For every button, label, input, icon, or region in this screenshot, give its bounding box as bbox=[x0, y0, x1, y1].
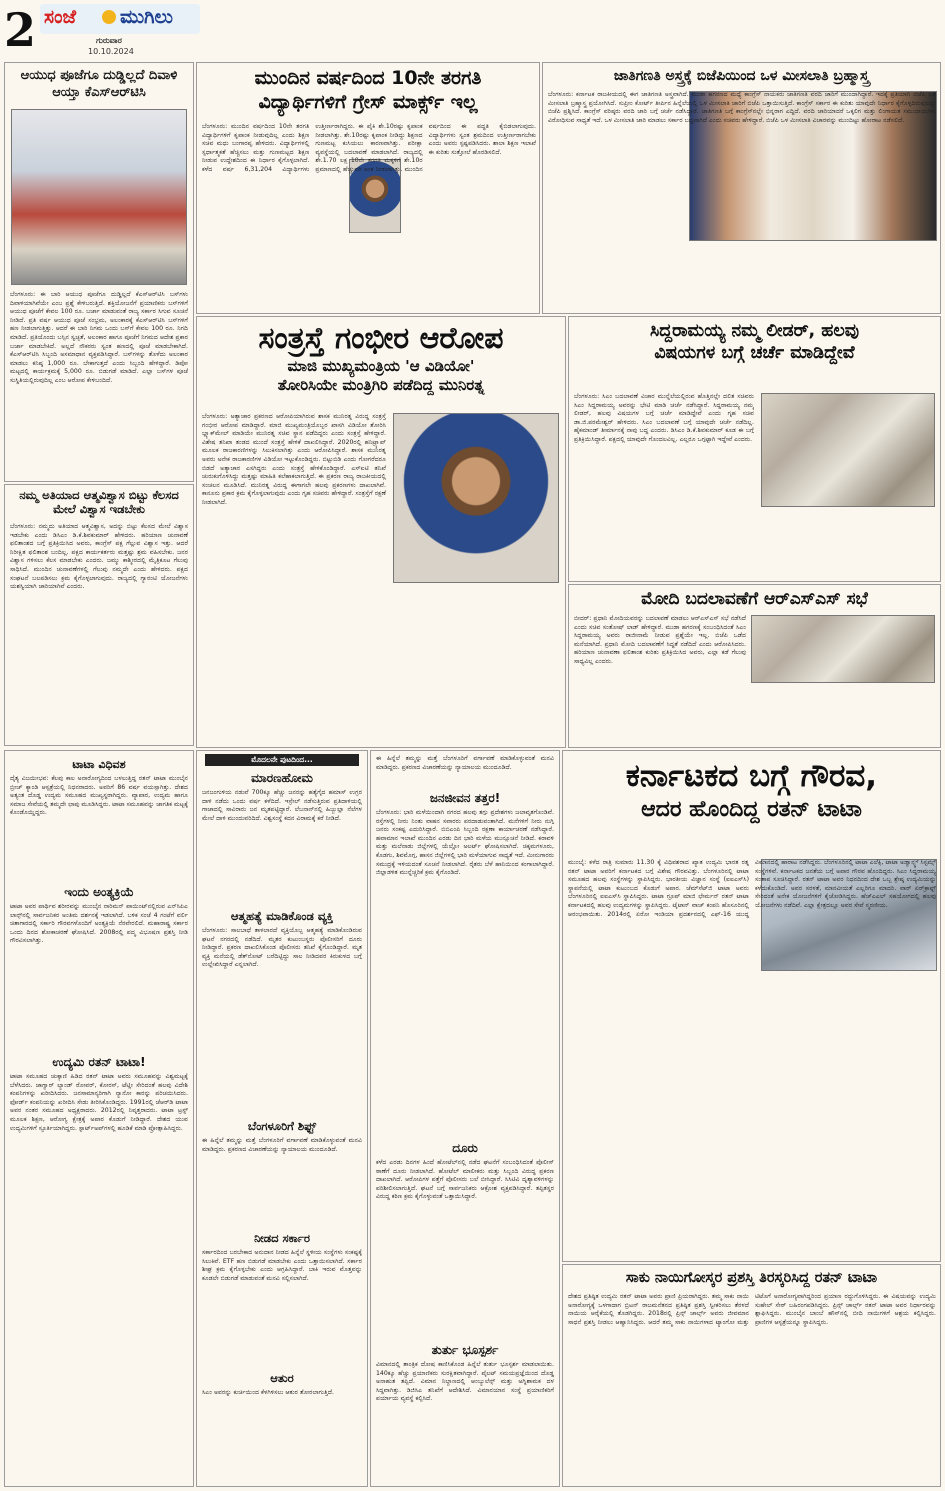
headline-vidhivasha: ಟಾಟಾ ವಿಧಿವಶ bbox=[72, 758, 126, 771]
body-antyakriye: ಟಾಟಾ ಅವರ ಪಾರ್ಥಿವ ಶರೀರವನ್ನು ಮುಂಬೈನ ನಾರಿಮನ್ ಪಾಯಿಂಟ್‌ನಲ್ಲಿರುವ ಎನ್‌ಸಿಪಿಎ ಲಾನ್ಸ್‌ನಲ್ಲಿ ಸಾರ್ವಜನಿಕರ ಅಂತಿಮ ದರ್ಶನಕ್ಕೆ ಇಡಲಾಗಿದೆ. ಬಳಿಕ ಸಂಜೆ 4 ಗಂಟೆಗೆ ವರ್ಲಿ ಚಿತಾಗಾರದಲ್ಲಿ ಸರ್ಕಾರಿ ಗೌರವಗಳೊಂದಿಗೆ ಅಂತ್ಯಕ್ರಿಯೆ ನೆರವೇರಲಿದೆ. ಮಹಾರಾಷ್ಟ್ರ ಸರ್ಕಾರ ಒಂದು ದಿನದ ಶೋಕಾಚರಣೆ ಘೋಷಿಸಿದೆ. 2008ರಲ್ಲಿ ಪದ್ಮ ವಿಭೂಷಣ ಪ್ರಶಸ್ತಿ ನೀಡಿ ಗೌರವಿಸಲಾಗಿತ್ತು. bbox=[10, 903, 188, 945]
body-udyami: ಟಾಟಾ ಸಮೂಹದ ಚುಕ್ಕಾಣಿ ಹಿಡಿದ ರತನ್ ಟಾಟಾ ಅವರು ಸಮೂಹವನ್ನು ವಿಶ್ವಮಟ್ಟಕ್ಕೆ ಬೆಳೆಸಿದರು. ಜಾಗ್ವಾರ್ ಲ್ಯಾಂಡ್ ರೋವರ್, ಕೋರಸ್, ಟೆಟ್ಲೀ ಸೇರಿದಂತೆ ಹಲವು ವಿದೇಶಿ ಕಂಪನಿಗಳನ್ನು ಖರೀದಿಸಿದರು. ಜನಸಾಮಾನ್ಯರಿಗಾಗಿ ನ್ಯಾನೋ ಕಾರನ್ನು ಪರಿಚಯಿಸಿದರು. ಫೋರ್ಡ್ ಕಂಪನಿಯನ್ನು ಖರೀದಿಸಿ ಸೇಡು ತೀರಿಸಿಕೊಂಡಿದ್ದರು. 1991ರಲ್ಲಿ ಜೆಆರ್‌ಡಿ ಟಾಟಾ ಅವರ ನಂತರ ಸಮೂಹದ ಅಧ್ಯಕ್ಷರಾದರು. 2012ರಲ್ಲಿ ನಿವೃತ್ತರಾದರು. ಟಾಟಾ ಟ್ರಸ್ಟ್ ಮೂಲಕ ಶಿಕ್ಷಣ, ಆರೋಗ್ಯ ಕ್ಷೇತ್ರಕ್ಕೆ ಅಪಾರ ಕೊಡುಗೆ ನೀಡಿದ್ದಾರೆ. ದೇಶದ ಯುವ ಉದ್ಯಮಿಗಳಿಗೆ ಸ್ಫೂರ್ತಿಯಾಗಿದ್ದರು. ಸ್ಟಾರ್ಟ್‌ಅಪ್‌ಗಳಲ್ಲಿ ಹೂಡಿಕೆ ಮಾಡಿ ಪ್ರೋತ್ಸಾಹಿಸಿದ್ದರು. bbox=[10, 1073, 188, 1132]
headline-tata-dog: ಸಾಕು ನಾಯಿಗೋಸ್ಕರ ಪ್ರಶಸ್ತಿ ತಿರಸ್ಕರಿಸಿದ್ದ ರತನ್ ಟಾಟಾ bbox=[625, 1270, 878, 1286]
sun-icon bbox=[102, 10, 116, 24]
article-jati bbox=[542, 62, 941, 314]
body-janajeevana: ಬೆಂಗಳೂರು: ಭಾರಿ ಮಳೆಯಿಂದಾಗಿ ನಗರದ ಹಲವು ತಗ್ಗು ಪ್ರದೇಶಗಳು ಜಲಾವೃತಗೊಂಡಿವೆ. ರಸ್ತೆಗಳಲ್ಲಿ ನೀರು ನಿಂತು ವಾಹನ ಸವಾರರು ಪರದಾಡುವಂತಾಗಿದೆ. ಮನೆಗಳಿಗೆ ನೀರು ನುಗ್ಗಿ ಜನರು ಸಂಕಷ್ಟ ಎದುರಿಸಿದ್ದಾರೆ. ಬಿಬಿಎಂಪಿ ಸಿಬ್ಬಂದಿ ರಕ್ಷಣಾ ಕಾರ್ಯಾಚರಣೆ ನಡೆಸಿದ್ದಾರೆ. ಹವಾಮಾನ ಇಲಾಖೆ ಮುಂದಿನ ಎರಡು ದಿನ ಭಾರಿ ಮಳೆಯ ಮುನ್ಸೂಚನೆ ನೀಡಿದೆ. ಕರಾವಳಿ ಮತ್ತು ಮಲೆನಾಡು ಜಿಲ್ಲೆಗಳಲ್ಲಿ ಯೆಲ್ಲೋ ಅಲರ್ಟ್ ಘೋಷಿಸಲಾಗಿದೆ. ಚಿಕ್ಕಮಗಳೂರು, ಕೊಡಗು, ಶಿವಮೊಗ್ಗ, ಹಾಸನ ಜಿಲ್ಲೆಗಳಲ್ಲಿ ಭಾರಿ ಮಳೆಯಾಗುವ ಸಾಧ್ಯತೆ ಇದೆ. ಮೀನುಗಾರರು ಸಮುದ್ರಕ್ಕೆ ಇಳಿಯದಂತೆ ಸೂಚನೆ ನೀಡಲಾಗಿದೆ. ರೈತರು ಬೆಳೆ ಹಾನಿಯಿಂದ ಕಂಗಾಲಾಗಿದ್ದಾರೆ. ಜಿಲ್ಲಾಡಳಿತ ಮುನ್ನೆಚ್ಚರಿಕೆ ಕ್ರಮ ಕೈಗೊಂಡಿದೆ. bbox=[376, 809, 554, 877]
headline-grace-line2: ವಿದ್ಯಾರ್ಥಿಗಳಿಗೆ ಗ್ರೇಸ್ ಮಾರ್ಕ್ಸ್ ಇಲ್ಲ bbox=[258, 91, 478, 113]
body-aatura: ಸಿಎಂ ಅವರನ್ನು ಕುರ್ಚಿಯಿಂದ ಕೆಳಗಿಳಿಸಲು ಆತುರ ತೋರಲಾಗುತ್ತಿದೆ. bbox=[202, 1389, 334, 1396]
body-modi: ಬೀದರ್: ಪ್ರಧಾನಿ ಮೋದಿಯವರನ್ನು ಬದಲಾವಣೆ ಮಾಡಲು ಆರ್‌ಎಸ್‌ಎಸ್ ಸಭೆ ನಡೆಸಿದೆ ಎಂದು ಸಚಿವ ಸಂತೋಷ್ ಲಾಡ್ ಹೇಳಿದ್ದಾರೆ. ಮುಡಾ ಹಗರಣಕ್ಕೆ ಸಂಬಂಧಿಸಿದಂತೆ ಸಿಎಂ ಸಿದ್ದರಾಮಯ್ಯ ಅವರು ರಾಜೀನಾಮೆ ನೀಡುವ ಪ್ರಶ್ನೆಯೇ ಇಲ್ಲ. ಬಿಜೆಪಿ ಒಡೆದ ಮನೆಯಾಗಿದೆ. ಪ್ರಧಾನಿ ಮೋದಿ ಬದಲಾವಣೆಗೆ ಸಿದ್ಧತೆ ನಡೆದಿದೆ ಎಂದು ಆರೋಪಿಸಿದರು. ಹರಿಯಾಣ ಚುನಾವಣಾ ಫಲಿತಾಂಶ ಕುರಿತು ಪ್ರತಿಕ್ರಿಯಿಸಿದ ಅವರು, ಎಲ್ಲಾ ಕಡೆ ಗೆಲುವು ಸಾಧ್ಯವಿಲ್ಲ ಎಂದರು. bbox=[574, 615, 746, 665]
body-athiyada: ಬೆಂಗಳೂರು: ನಮ್ಮದು ಅತಿಯಾದ ಆತ್ಮವಿಶ್ವಾಸ, ಅದನ್ನು ಬಿಟ್ಟು ಕೆಲಸದ ಮೇಲೆ ವಿಶ್ವಾಸ ಇಡಬೇಕು ಎಂದು ಡಿಸಿಎಂ ಡಿ.ಕೆ.ಶಿವಕುಮಾರ್ ಹೇಳಿದರು. ಹರಿಯಾಣ ಚುನಾವಣೆ ಫಲಿತಾಂಶದ ಬಗ್ಗೆ ಪ್ರತಿಕ್ರಿಯಿಸಿದ ಅವರು, ಕಾಂಗ್ರೆಸ್ ಪಕ್ಷ ಗೆಲ್ಲುವ ವಿಶ್ವಾಸ ಇತ್ತು. ಆದರೆ ನಿರೀಕ್ಷಿತ ಫಲಿತಾಂಶ ಬಂದಿಲ್ಲ. ಪಕ್ಷದ ಕಾರ್ಯಕರ್ತರು ಮತ್ತಷ್ಟು ಶ್ರಮ ವಹಿಸಬೇಕು. ಜನರ ವಿಶ್ವಾಸ ಗಳಿಸಲು ಕೆಲಸ ಮಾಡಬೇಕು ಎಂದರು. ಜಮ್ಮು ಕಾಶ್ಮೀರದಲ್ಲಿ ಮೈತ್ರಿಕೂಟ ಗೆಲುವು ಸಾಧಿಸಿದೆ. ಮುಂದಿನ ಚುನಾವಣೆಗಳಲ್ಲಿ ಗೆಲುವು ನಮ್ಮದೇ ಎಂದು ಹೇಳಿದರು. ಪಕ್ಷದ ಸಂಘಟನೆ ಬಲಪಡಿಸಲು ಕ್ರಮ ಕೈಗೊಳ್ಳಲಾಗುವುದು. ರಾಜ್ಯದಲ್ಲಿ ಗ್ಯಾರಂಟಿ ಯೋಜನೆಗಳು ಯಶಸ್ವಿಯಾಗಿ ಜಾರಿಯಾಗಿವೆ ಎಂದರು. bbox=[10, 523, 188, 591]
headline-maranahoma: ಮಾರಣಹೋಮ bbox=[251, 771, 313, 785]
column-continued bbox=[196, 750, 368, 1487]
body-jati: ಬೆಂಗಳೂರು: ಕರ್ನಾಟಕ ರಾಜಕೀಯದಲ್ಲಿ ಈಗ ಜಾತಿಗಣತಿ ಅಸ್ತ್ರವಾಗಿದೆ. ಮುಡಾ ಹಗರಣದ ಮಧ್ಯೆ ಕಾಂಗ್ರೆಸ್ ನಾಯಕರು ಜಾತಿಗಣತಿ ವರದಿ ಜಾರಿಗೆ ಮುಂದಾಗಿದ್ದಾರೆ. ಇದಕ್ಕೆ ಪ್ರತಿಯಾಗಿ ಬಿಜೆಪಿ ಒಳ ಮೀಸಲಾತಿ ಬ್ರಹ್ಮಾಸ್ತ್ರ ಪ್ರಯೋಗಿಸಿದೆ. ಸುಪ್ರೀಂ ಕೋರ್ಟ್ ತೀರ್ಪಿನ ಹಿನ್ನೆಲೆಯಲ್ಲಿ ಒಳ ಮೀಸಲಾತಿ ಜಾರಿಗೆ ಬಿಜೆಪಿ ಒತ್ತಾಯಿಸುತ್ತಿದೆ. ಕಾಂಗ್ರೆಸ್ ಸರ್ಕಾರ ಈ ಕುರಿತು ಯಾವುದೇ ನಿರ್ಧಾರ ಕೈಗೊಳ್ಳದಿರುವುದನ್ನು ಬಿಜೆಪಿ ಪ್ರಶ್ನಿಸಿದೆ. ಕಾಂಗ್ರೆಸ್ ವರಿಷ್ಠರು ವರದಿ ಜಾರಿ ಬಗ್ಗೆ ಚರ್ಚೆ ನಡೆಸಿದ್ದಾರೆ. ಜಾತಿಗಣತಿ ಬಗ್ಗೆ ಕಾಂಗ್ರೆಸ್‌ನಲ್ಲೇ ಭಿನ್ನರಾಗ ಎದ್ದಿದೆ. ವರದಿ ಜಾರಿಯಾದರೆ ಒಕ್ಕಲಿಗ ಮತ್ತು ಲಿಂಗಾಯತ ಸಮುದಾಯಗಳು ವಿರೋಧಿಸುವ ಸಾಧ್ಯತೆ ಇದೆ. ಒಳ ಮೀಸಲಾತಿ ಜಾರಿ ಮಾಡಲು ಸರ್ಕಾರ ಬದ್ಧವಾಗಿದೆ ಎಂದು ಸಚಿವರು ಹೇಳಿದ್ದಾರೆ. ಬಿಜೆಪಿ ಒಳ ಮೀಸಲಾತಿ ವಿಚಾರವನ್ನು ಮುಂದಿಟ್ಟು ಹೋರಾಟ ನಡೆಸಲಿದೆ. bbox=[548, 91, 936, 124]
body-ayudha: ಬೆಂಗಳೂರು: ಈ ಬಾರಿ ಆಯುಧ ಪೂಜೆಗೂ ದುಡ್ಡಿಲ್ಲದೆ ಕೆಎಸ್‌ಆರ್‌ಟಿಸಿ ಬಸ್‌ಗಳು ದಿವಾಳಿಯಾಗಿವೆಯೇ ಎಂಬ ಪ್ರಶ್ನೆ ಕೇಳಿಬರುತ್ತಿದೆ. ಶಕ್ತಿಯೋಜನೆಗೆ ಪ್ರಯಾಣಿಕರು ಬಸ್‌ಗಳಿಗೆ ಆಯುಧ ಪೂಜೆಗೆ ಕೇವಲ 100 ರೂ. ಬರ್ಜಾ ಮಾಡುವಂತೆ ರಾಜ್ಯ ಸರ್ಕಾರ ಸಿಗುವ ಸೂಚನೆ ನೀಡಿದೆ. ಪ್ರತಿ ವರ್ಷ ಆಯುಧ ಪೂಜೆ ಸಂಭ್ರಮ, ಅಲಂಕಾರಕ್ಕೆ ಕೆಎಸ್‌ಆರ್‌ಟಿಸಿ ಬಸ್‌ಗಳಿಗೆ ಹಣ ನೀಡಲಾಗುತ್ತಿತ್ತು. ಆದರೆ ಈ ಬಾರಿ ನಿಗಮ ಒಂದು ಬಸ್‌ಗೆ ಕೇವಲ 100 ರೂ. ನಿಗದಿ ಮಾಡಿದೆ. ಪ್ರತಿಯೊಂದು ಬಸ್ಸಿನ ಸ್ವಚ್ಛತೆ, ಅಲಂಕಾರ ಹಾಗೂ ಪೂಜೆಗೆ ನಿಗಮದ ಆದೇಶ ಪ್ರಕಾರ ಬರ್ಜಾ ಮಾಡಬೇಕಿದೆ. ಅಲ್ಲದೆ ನೌಕರರು ಸ್ವಂತ ಹಣದಲ್ಲಿ ಪೂಜೆ ಮಾಡಬೇಕಾಗಿದೆ. ಕೆಎಸ್‌ಆರ್‌ಟಿಸಿ ಸಿಬ್ಬಂದಿ ಅಸಮಾಧಾನ ವ್ಯಕ್ತಪಡಿಸಿದ್ದಾರೆ. ಬಸ್‌ಗಳನ್ನು ತೊಳೆದು ಅಲಂಕಾರ ಮಾಡಲು ಕನಿಷ್ಠ 1,000 ರೂ. ಬೇಕಾಗುತ್ತದೆ ಎಂದು ಸಿಬ್ಬಂದಿ ಹೇಳಿದ್ದಾರೆ. ಡಿಪೋ ಮಟ್ಟದಲ್ಲಿ ಕಾರ್ಯಕ್ರಮಕ್ಕೆ 5,000 ರೂ. ಬಿಡುಗಡೆ ಮಾಡಿದೆ. ಎಲ್ಲಾ ಬಸ್‌ಗಳ ಪೂಜೆ ಸುಸ್ಥಿತಿಯಲ್ಲಿರುವುದಿಲ್ಲ ಎಂಬ ಆರೋಪ ಕೇಳಿಬಂದಿದೆ. bbox=[10, 291, 188, 384]
article-santrasthe bbox=[196, 316, 566, 748]
body-maranahoma-cont bbox=[371, 751, 559, 787]
subhead-santrasthe-2: ತೋರಿಸಿಯೇ ಮಂತ್ರಿಗಿರಿ ಪಡೆದಿದ್ದ ಮುನಿರತ್ನ bbox=[277, 376, 485, 394]
headline-grace-line1: ಮುಂದಿನ ವರ್ಷದಿಂದ 10ನೇ ತರಗತಿ bbox=[254, 67, 482, 89]
masthead-weekday: ಗುರುವಾರ bbox=[96, 36, 122, 45]
brand-name-part2: ಮುಗಿಲು bbox=[120, 6, 173, 28]
body-tata-dog: ದೇಶದ ಪ್ರತಿಷ್ಠಿತ ಉದ್ಯಮಿ ರತನ್ ಟಾಟಾ ಅವರು ಪ್ರಾಣಿ ಪ್ರಿಯರಾಗಿದ್ದರು. ತಮ್ಮ ಸಾಕು ನಾಯಿ ಅನಾರೋಗ್ಯಕ್ಕೆ ಒಳಗಾದಾಗ ಬ್ರಿಟನ್ ರಾಜಮನೆತನದ ಪ್ರತಿಷ್ಠಿತ ಪ್ರಶಸ್ತಿ ಸ್ವೀಕರಿಸಲು ತೆರಳದೆ ನಾಯಿಯ ಆರೈಕೆಯಲ್ಲಿ ತೊಡಗಿದ್ದರು. 2018ರಲ್ಲಿ ಪ್ರಿನ್ಸ್ ಚಾರ್ಲ್ಸ್ ಅವರು ಜೀವಮಾನ ಸಾಧನೆ ಪ್ರಶಸ್ತಿ ನೀಡಲು ಆಹ್ವಾನಿಸಿದ್ದರು. ಆದರೆ ತಮ್ಮ ಸಾಕು ನಾಯಿಗಳಾದ ಟ್ಯಾಂಗೋ ಮತ್ತು ಟಿಟೊಗೆ ಅನಾರೋಗ್ಯವಾಗಿದ್ದರಿಂದ ಪ್ರಯಾಣ ರದ್ದುಗೊಳಿಸಿದ್ದರು. ಈ ವಿಷಯವನ್ನು ಉದ್ಯಮಿ ಸುಹೇಲ್ ಸೇಠ್ ಬಹಿರಂಗಪಡಿಸಿದ್ದರು. ಪ್ರಿನ್ಸ್ ಚಾರ್ಲ್ಸ್ ರತನ್ ಟಾಟಾ ಅವರ ನಿರ್ಧಾರವನ್ನು ಶ್ಲಾಘಿಸಿದ್ದರು. ಮುಂಬೈನ ಬಾಂಬೆ ಹೌಸ್‌ನಲ್ಲಿ ಬೀದಿ ನಾಯಿಗಳಿಗೆ ಆಶ್ರಯ ಕಲ್ಪಿಸಿದ್ದರು. ಪ್ರಾಣಿಗಳ ಆಸ್ಪತ್ರೆಯನ್ನೂ ಸ್ಥಾಪಿಸಿದ್ದರು. bbox=[568, 1293, 936, 1326]
page-number: 2 bbox=[4, 3, 37, 57]
body-grace: ಬೆಂಗಳೂರು: ಮುಂದಿನ ವರ್ಷದಿಂದ 10ನೇ ತರಗತಿ ವಿದ್ಯಾರ್ಥಿಗಳಿಗೆ ಕೃಪಾಂಕ ನೀಡುವುದಿಲ್ಲ ಎಂದು ಶಿಕ್ಷಣ ಸಚಿವ ಮಧು ಬಂಗಾರಪ್ಪ ಹೇಳಿದರು. ವಿದ್ಯಾರ್ಥಿಗಳಲ್ಲಿ ಸ್ಪರ್ಧಾತ್ಮಕತೆ ಹೆಚ್ಚಿಸಲು ಮತ್ತು ಗುಣಮಟ್ಟದ ಶಿಕ್ಷಣ ನೀಡುವ ಉದ್ದೇಶದಿಂದ ಈ ನಿರ್ಧಾರ ಕೈಗೊಳ್ಳಲಾಗಿದೆ. ಕಳೆದ ವರ್ಷ 6,31,204 ವಿದ್ಯಾರ್ಥಿಗಳು ಉತ್ತೀರ್ಣರಾಗಿದ್ದರು. ಈ ಪೈಕಿ ಶೇ.10ರಷ್ಟು ಕೃಪಾಂಕ ನೀಡಲಾಗಿತ್ತು. ಶೇ.10ರಷ್ಟು ಕೃಪಾಂಕ ನೀಡಿದ್ದು ಶಿಕ್ಷಣದ ಗುಣಮಟ್ಟ ಕುಸಿಯಲು ಕಾರಣವಾಗಿತ್ತು. ಪರೀಕ್ಷಾ ವ್ಯವಸ್ಥೆಯಲ್ಲಿ ಬದಲಾವಣೆ ಮಾಡಲಾಗಿದೆ. ರಾಜ್ಯದಲ್ಲಿ ಶೇ.1.70 ಲಕ್ಷ 10ನೇ ತರಗತಿ ಮಕ್ಕಳಿಗೆ ಶೇ.10ರ ಪ್ರಮಾಣದಲ್ಲಿ ಹೆಚ್ಚುವರಿ ಅಂಕ ನೀಡಲಾಗಿತ್ತು. ಮುಂದಿನ ವರ್ಷದಿಂದ ಈ ಪದ್ಧತಿ ಕೈಬಿಡಲಾಗುವುದು. ವಿದ್ಯಾರ್ಥಿಗಳು ಸ್ವಂತ ಶ್ರಮದಿಂದ ಉತ್ತೀರ್ಣರಾಗಬೇಕು ಎಂದು ಅವರು ಸ್ಪಷ್ಟಪಡಿಸಿದರು. ಶಾಲಾ ಶಿಕ್ಷಣ ಇಲಾಖೆ ಈ ಕುರಿತು ಸುತ್ತೋಲೆ ಹೊರಡಿಸಲಿದೆ. bbox=[202, 123, 536, 173]
headline-antyakriye: ಇಂದು ಅಂತ್ಯಕ್ರಿಯೆ bbox=[64, 885, 134, 899]
body-vidhivasha: ದೈತ್ಯ ವಿಜಯೀಭವ: ಕೆಲವು ಕಾಲ ಅನಾರೋಗ್ಯದಿಂದ ಬಳಲುತ್ತಿದ್ದ ರತನ್ ಟಾಟಾ ಮುಂಬೈನ ಬ್ರೀಚ್ ಕ್ಯಾಂಡಿ ಆಸ್ಪತ್ರೆಯಲ್ಲಿ ನಿಧನರಾದರು. ಅವರಿಗೆ 86 ವರ್ಷ ವಯಸ್ಸಾಗಿತ್ತು. ದೇಶದ ಅತ್ಯಂತ ದೊಡ್ಡ ಉದ್ಯಮ ಸಮೂಹದ ಮುಖ್ಯಸ್ಥರಾಗಿದ್ದರು. ವ್ಯಾಪಾರ, ಉದ್ಯಮ ಹಾಗೂ ಸಮಾಜ ಸೇವೆಯಲ್ಲಿ ತಮ್ಮದೇ ಛಾಪು ಮೂಡಿಸಿದ್ದರು. ಟಾಟಾ ಸಮೂಹವನ್ನು ಜಾಗತಿಕ ಮಟ್ಟಕ್ಕೆ ಕೊಂಡೊಯ್ದಿದ್ದರು. bbox=[10, 775, 188, 817]
headline-bengaluru-shift: ಬೆಂಗಳೂರಿಗೆ ಶಿಫ್ಟ್ bbox=[247, 1119, 317, 1133]
headline-tata-line1: ಕರ್ನಾಟಕದ ಬಗ್ಗೆ ಗೌರವ, bbox=[625, 758, 878, 794]
brand-logo bbox=[40, 4, 200, 34]
article-siddaramaiah bbox=[568, 316, 941, 582]
continued-kicker: ಮೊದಲನೇ ಪುಟದಿಂದ... bbox=[205, 754, 359, 766]
body-tata-main: ಮುಂಬೈ: ಕಳೆದ ರಾತ್ರಿ ಸುಮಾರು 11.30 ಕ್ಕೆ ವಿಧಿವಶರಾದ ಖ್ಯಾತ ಉದ್ಯಮಿ ಭಾರತ ರತ್ನ ರತನ್ ಟಾಟಾ ಅವರಿಗೆ ಕರ್ನಾಟಕದ ಬಗ್ಗೆ ವಿಶೇಷ ಗೌರವವಿತ್ತು. ಬೆಂಗಳೂರಿನಲ್ಲಿ ಟಾಟಾ ಸಮೂಹದ ಹಲವು ಸಂಸ್ಥೆಗಳನ್ನು ಸ್ಥಾಪಿಸಿದ್ದರು. ಭಾರತೀಯ ವಿಜ್ಞಾನ ಸಂಸ್ಥೆ (ಐಐಎಸ್‌ಸಿ) ಸ್ಥಾಪನೆಯಲ್ಲಿ ಟಾಟಾ ಕುಟುಂಬದ ಕೊಡುಗೆ ಅಪಾರ. ಜೆಮ್‌ಸೆಟ್‌ಜಿ ಟಾಟಾ ಅವರು ಬೆಂಗಳೂರಿನಲ್ಲಿ ಐಐಎಸ್‌ಸಿ ಸ್ಥಾಪಿಸಿದ್ದರು. ಟಾಟಾ ಗ್ರೂಪ್ ಮಾಜಿ ಛೇರ್ಮನ್ ರತನ್ ಟಾಟಾ ಕರ್ನಾಟಕದಲ್ಲಿ ಹಲವು ಉದ್ಯಮಗಳನ್ನು ಸ್ಥಾಪಿಸಿದ್ದರು. ಟೈಟಾನ್ ವಾಚ್ ಕಂಪನಿ ಹೊಸೂರಿನಲ್ಲಿ ಆರಂಭವಾಯಿತು. 2014ರಲ್ಲಿ ಏರೋ ಇಂಡಿಯಾ ಪ್ರದರ್ಶನದಲ್ಲಿ ಎಫ್-16 ಯುದ್ಧ ವಿಮಾನದಲ್ಲಿ ಹಾರಾಟ ನಡೆಸಿದ್ದರು. ಬೆಂಗಳೂರಿನಲ್ಲಿ ಟಾಟಾ ಎಲೆಕ್ಸಿ, ಟಾಟಾ ಅಡ್ವಾನ್ಸ್ಡ್ ಸಿಸ್ಟಮ್ಸ್ ಸಂಸ್ಥೆಗಳಿವೆ. ಕರ್ನಾಟಕದ ಜನತೆಯ ಬಗ್ಗೆ ಅಪಾರ ಗೌರವ ಹೊಂದಿದ್ದರು. ಸಿಎಂ ಸಿದ್ದರಾಮಯ್ಯ ಸಂತಾಪ ಸೂಚಿಸಿದ್ದಾರೆ. ರತನ್ ಟಾಟಾ ಅವರ ನಿಧನದಿಂದ ದೇಶ ಒಬ್ಬ ಶ್ರೇಷ್ಠ ಉದ್ಯಮಿಯನ್ನು ಕಳೆದುಕೊಂಡಿದೆ. ಅವರ ಸರಳತೆ, ಮಾನವೀಯತೆ ಎಲ್ಲರಿಗೂ ಮಾದರಿ. ವಾರ್ ಏರ್‌ಕ್ರಾಫ್ಟ್ ಸೇರಿದಂತೆ ಅನೇಕ ಯೋಜನೆಗಳಿಗೆ ಕೈಜೋಡಿಸಿದ್ದರು. ಹೆಚ್‌ಎಎಲ್ ಸಹಯೋಗದಲ್ಲಿ ಹಲವು ಯೋಜನೆಗಳು ನಡೆದಿವೆ. ಎಲ್ಲಾ ಕ್ಷೇತ್ರದಲ್ಲೂ ಅವರ ಸೇವೆ ಸ್ಮರಣೀಯ. bbox=[568, 859, 936, 918]
headline-aatura: ಆತುರ bbox=[270, 1371, 294, 1385]
column-news-briefs bbox=[370, 750, 560, 1487]
headline-janajeevana: ಜನಜೀವನ ತತ್ತರ! bbox=[429, 791, 501, 805]
article-ayudha bbox=[4, 62, 194, 482]
headline-udyami: ಉದ್ಯಮಿ ರತನ್ ಟಾಟಾ! bbox=[52, 1055, 146, 1069]
body-needada: ಸರ್ಕಾರದಿಂದ ಬರಬೇಕಾದ ಅನುದಾನ ನೀಡದ ಹಿನ್ನೆಲೆ ಸ್ಥಳೀಯ ಸಂಸ್ಥೆಗಳು ಸಂಕಷ್ಟಕ್ಕೆ ಸಿಲುಕಿವೆ. ETF ಹಣ ಬಿಡುಗಡೆ ಮಾಡಬೇಕು ಎಂದು ಒತ್ತಾಯಿಸಲಾಗಿದೆ. ಸರ್ಕಾರ ಶೀಘ್ರ ಕ್ರಮ ಕೈಗೊಳ್ಳಬೇಕು ಎಂದು ಆಗ್ರಹಿಸಿದ್ದಾರೆ. ಬಾಕಿ ಇರುವ ಮೊತ್ತವನ್ನು ಕೂಡಲೇ ಬಿಡುಗಡೆ ಮಾಡುವಂತೆ ಮನವಿ ಸಲ್ಲಿಸಲಾಗಿದೆ. bbox=[202, 1249, 362, 1282]
body-maranahoma: ಜನಜಂಗುಳಿಯ ನಡುವೆ 700ಕ್ಕೂ ಹೆಚ್ಚು ಜನರನ್ನು ಹತ್ಯೆಗೈದ ಹಮಾಸ್ ಉಗ್ರರ ದಾಳಿ ನಡೆದು ಒಂದು ವರ್ಷ ಕಳೆದಿದೆ. ಇಸ್ರೇಲ್ ನಡೆಸುತ್ತಿರುವ ಪ್ರತಿದಾಳಿಯಲ್ಲಿ ಗಾಜಾದಲ್ಲಿ ಸಾವಿರಾರು ಜನ ಮೃತಪಟ್ಟಿದ್ದಾರೆ. ಲೆಬನಾನ್‌ನಲ್ಲಿ ಹಿಜ್ಬುಲ್ಲಾ ನೆಲೆಗಳ ಮೇಲೆ ದಾಳಿ ಮುಂದುವರಿದಿದೆ. ವಿಶ್ವಸಂಸ್ಥೆ ಕದನ ವಿರಾಮಕ್ಕೆ ಕರೆ ನೀಡಿದೆ. bbox=[202, 789, 362, 822]
article-athiyada bbox=[4, 484, 194, 746]
headline-sidda-line1: ಸಿದ್ದರಾಮಯ್ಯ ನಮ್ಮ ಲೀಡರ್, ಹಲವು bbox=[649, 321, 860, 341]
body-siddaramaiah: ಬೆಂಗಳೂರು: ಸಿಎಂ ಬದಲಾವಣೆ ವಿಚಾರ ಮುನ್ನೆಲೆಯಲ್ಲಿರುವ ಹೊತ್ತಿನಲ್ಲೇ ದಲಿತ ಸಚಿವರು ಸಿಎಂ ಸಿದ್ದರಾಮಯ್ಯ ಅವರನ್ನು ಭೇಟಿ ಮಾಡಿ ಚರ್ಚೆ ನಡೆಸಿದ್ದಾರೆ. ಸಿದ್ದರಾಮಯ್ಯ ನಮ್ಮ ಲೀಡರ್, ಹಲವು ವಿಷಯಗಳ ಬಗ್ಗೆ ಚರ್ಚೆ ಮಾಡಿದ್ದೇವೆ ಎಂದು ಗೃಹ ಸಚಿವ ಡಾ.ಜಿ.ಪರಮೇಶ್ವರ್ ಹೇಳಿದರು. ಸಿಎಂ ಬದಲಾವಣೆ ಬಗ್ಗೆ ಯಾವುದೇ ಚರ್ಚೆ ನಡೆದಿಲ್ಲ. ಹೈಕಮಾಂಡ್ ತೀರ್ಮಾನಕ್ಕೆ ನಾವು ಬದ್ಧ ಎಂದರು. ಡಿಸಿಎಂ ಡಿ.ಕೆ.ಶಿವಕುಮಾರ್ ಕೂಡ ಈ ಬಗ್ಗೆ ಪ್ರತಿಕ್ರಿಯಿಸಿದ್ದಾರೆ. ಪಕ್ಷದಲ್ಲಿ ಯಾವುದೇ ಗೊಂದಲವಿಲ್ಲ. ಎಲ್ಲರೂ ಒಗ್ಗಟ್ಟಾಗಿ ಇದ್ದೇವೆ ಎಂದರು. bbox=[574, 393, 754, 443]
headline-santrasthe: ಸಂತ್ರಸ್ತೆ ಗಂಭೀರ ಆರೋಪ bbox=[258, 321, 504, 356]
article-tata-main bbox=[562, 750, 941, 1262]
photo-santosh-lad bbox=[751, 615, 935, 683]
headline-sidda-line2: ವಿಷಯಗಳ ಬಗ್ಗೆ ಚರ್ಚೆ ಮಾಡಿದ್ದೇವೆ bbox=[654, 343, 855, 363]
body-bengaluru-shift: ಈ ಹಿನ್ನೆಲೆ ತಮ್ಮನ್ನು ಮತ್ತೆ ಬೆಂಗಳೂರಿಗೆ ವರ್ಗಾವಣೆ ಮಾಡಿಕೊಳ್ಳುವಂತೆ ಮನವಿ ಮಾಡಿದ್ದರು. ಪ್ರಕರಣದ ವಿಚಾರಣೆಯನ್ನು ನ್ಯಾಯಾಲಯ ಮುಂದೂಡಿದೆ. bbox=[202, 1137, 362, 1153]
article-modi-rss bbox=[568, 584, 941, 748]
body-thurthu: ವಿಮಾನದಲ್ಲಿ ತಾಂತ್ರಿಕ ದೋಷ ಕಾಣಿಸಿಕೊಂಡ ಹಿನ್ನೆಲೆ ತುರ್ತು ಭೂಸ್ಪರ್ಶ ಮಾಡಲಾಯಿತು. 140ಕ್ಕೂ ಹೆಚ್ಚು ಪ್ರಯಾಣಿಕರು ಸುರಕ್ಷಿತವಾಗಿದ್ದಾರೆ. ಪೈಲಟ್ ಸಮಯಪ್ರಜ್ಞೆಯಿಂದ ದೊಡ್ಡ ಅನಾಹುತ ತಪ್ಪಿದೆ. ವಿಮಾನ ನಿಲ್ದಾಣದಲ್ಲಿ ಆಂಬ್ಯುಲೆನ್ಸ್ ಮತ್ತು ಅಗ್ನಿಶಾಮಕ ದಳ ಸಿದ್ಧವಾಗಿತ್ತು. ಡಿಜಿಸಿಎ ತನಿಖೆಗೆ ಆದೇಶಿಸಿದೆ. ವಿಮಾನಯಾನ ಸಂಸ್ಥೆ ಪ್ರಯಾಣಿಕರಿಗೆ ಪರ್ಯಾಯ ವ್ಯವಸ್ಥೆ ಕಲ್ಪಿಸಿದೆ. bbox=[376, 1361, 554, 1403]
headline-needada: ನೀಡದ ಸರ್ಕಾರ bbox=[254, 1231, 310, 1245]
headline-tata-line2: ಆದರ ಹೊಂದಿದ್ದ ರತನ್ ಟಾಟಾ bbox=[641, 797, 862, 822]
headline-athmahathye: ಆತ್ಮಹತ್ಯೆ ಮಾಡಿಕೊಂಡ ವ್ಯಕ್ತಿ bbox=[230, 909, 334, 923]
continued-text: ಈ ಹಿನ್ನೆಲೆ ತಮ್ಮನ್ನು ಮತ್ತೆ ಬೆಂಗಳೂರಿಗೆ ವರ್ಗಾವಣೆ ಮಾಡಿಕೊಳ್ಳುವಂತೆ ಮನವಿ ಮಾಡಿದ್ದರು. ಪ್ರಕರಣದ ವಿಚಾರಣೆಯನ್ನು ನ್ಯಾಯಾಲಯ ಮುಂದೂಡಿದೆ. bbox=[376, 755, 554, 771]
column-tata-obit bbox=[4, 750, 194, 1487]
masthead-date: 10.10.2024 bbox=[88, 47, 134, 56]
subhead-santrasthe-1: ಮಾಜಿ ಮುಖ್ಯಮಂತ್ರಿಯ 'ಆ ವಿಡಿಯೋ' bbox=[287, 357, 475, 375]
photo-ksrtc-buses bbox=[11, 109, 187, 285]
photo-cm-meeting bbox=[761, 393, 935, 507]
headline-dooru: ದೂರು bbox=[452, 1141, 478, 1155]
headline-thurthu: ತುರ್ತು ಭೂಸ್ಪರ್ಶ bbox=[431, 1343, 499, 1357]
article-grace-marks bbox=[196, 62, 540, 314]
body-dooru: ಕಳೆದ ಎರಡು ದಿನಗಳ ಹಿಂದೆ ಹೋಟೆಲ್‌ನಲ್ಲಿ ನಡೆದ ಘಟನೆಗೆ ಸಂಬಂಧಿಸಿದಂತೆ ಪೊಲೀಸ್ ಠಾಣೆಗೆ ದೂರು ನೀಡಲಾಗಿದೆ. ಹೋಟೆಲ್ ಮಾಲೀಕರು ಮತ್ತು ಸಿಬ್ಬಂದಿ ವಿರುದ್ಧ ಪ್ರಕರಣ ದಾಖಲಾಗಿದೆ. ಆರೋಪಿಗಳ ಪತ್ತೆಗೆ ಪೊಲೀಸರು ಬಲೆ ಬೀಸಿದ್ದಾರೆ. ಸಿಸಿಟಿವಿ ದೃಶ್ಯಾವಳಿಗಳನ್ನು ಪರಿಶೀಲಿಸಲಾಗುತ್ತಿದೆ. ಘಟನೆ ಬಗ್ಗೆ ಸಾರ್ವಜನಿಕರು ಆಕ್ರೋಶ ವ್ಯಕ್ತಪಡಿಸಿದ್ದಾರೆ. ತಪ್ಪಿತಸ್ಥರ ವಿರುದ್ಧ ಕಠಿಣ ಕ್ರಮ ಕೈಗೊಳ್ಳುವಂತೆ ಒತ್ತಾಯಿಸಿದ್ದಾರೆ. bbox=[376, 1159, 554, 1201]
headline-modi: ಮೋದಿ ಬದಲಾವಣೆಗೆ ಆರ್‌ಎಸ್‌ಎಸ್ ಸಭೆ bbox=[641, 589, 868, 609]
body-athmahathye: ಬೆಂಗಳೂರು: ಸಾಲಬಾಧೆ ತಾಳಲಾರದೆ ವ್ಯಕ್ತಿಯೊಬ್ಬ ಆತ್ಮಹತ್ಯೆ ಮಾಡಿಕೊಂಡಿರುವ ಘಟನೆ ನಗರದಲ್ಲಿ ನಡೆದಿದೆ. ಮೃತರ ಕುಟುಂಬಸ್ಥರು ಪೊಲೀಸರಿಗೆ ದೂರು ನೀಡಿದ್ದಾರೆ. ಪ್ರಕರಣ ದಾಖಲಿಸಿಕೊಂಡ ಪೊಲೀಸರು ತನಿಖೆ ಕೈಗೊಂಡಿದ್ದಾರೆ. ಮೃತ ವ್ಯಕ್ತಿ ಮನೆಯಲ್ಲಿ ಡೆತ್‌ನೋಟ್ ಬರೆದಿಟ್ಟಿದ್ದು ಸಾಲ ನೀಡಿದವರ ಕಿರುಕುಳದ ಬಗ್ಗೆ ಉಲ್ಲೇಖಿಸಿದ್ದಾರೆ ಎನ್ನಲಾಗಿದೆ. bbox=[202, 927, 362, 969]
photo-munirathna bbox=[393, 413, 559, 583]
article-tata-dog bbox=[562, 1264, 941, 1487]
brand-name-part1: ಸಂಜೆ bbox=[44, 6, 77, 28]
body-santrasthe: ಬೆಂಗಳೂರು: ಅತ್ಯಾಚಾರ ಪ್ರಕರಣದ ಆರೋಪಿಯಾಗಿರುವ ಶಾಸಕ ಮುನಿರತ್ನ ವಿರುದ್ಧ ಸಂತ್ರಸ್ತೆ ಗಂಭೀರ ಆರೋಪ ಮಾಡಿದ್ದಾರೆ. ಮಾಜಿ ಮುಖ್ಯಮಂತ್ರಿಯೊಬ್ಬರ ಖಾಸಗಿ ವಿಡಿಯೋ ತೋರಿಸಿ ಬ್ಲ್ಯಾಕ್‌ಮೇಲ್ ಮಾಡಿಯೇ ಮುನಿರತ್ನ ಸಚಿವ ಸ್ಥಾನ ಪಡೆದಿದ್ದರು ಎಂದು ಸಂತ್ರಸ್ತೆ ಹೇಳಿದ್ದಾರೆ. ವಿಶೇಷ ತನಿಖಾ ತಂಡದ ಮುಂದೆ ಸಂತ್ರಸ್ತೆ ಹೇಳಿಕೆ ದಾಖಲಿಸಿದ್ದಾರೆ. 2020ರಲ್ಲಿ ಹನಿಟ್ರ್ಯಾಪ್ ಮೂಲಕ ರಾಜಕಾರಣಿಗಳನ್ನು ಸಿಲುಕಿಸಲಾಗಿತ್ತು ಎಂದು ಆರೋಪಿಸಿದ್ದಾರೆ. ಶಾಸಕ ಮುನಿರತ್ನ ಅವರು ಅನೇಕ ರಾಜಕಾರಣಿಗಳ ವಿಡಿಯೋ ಇಟ್ಟುಕೊಂಡಿದ್ದರು. ಬಿಟ್ಟುಬಿಡಿ ಎಂದು ಗೋಗರೆದರೂ ಬಿಡದೆ ಅತ್ಯಾಚಾರ ಎಸಗಿದ್ದರು ಎಂದು ಸಂತ್ರಸ್ತೆ ಹೇಳಿಕೊಂಡಿದ್ದಾರೆ. ಎಸ್‌ಐಟಿ ತನಿಖೆ ಚುರುಕುಗೊಳಿಸಿದ್ದು ಮತ್ತಷ್ಟು ಮಾಹಿತಿ ಕಲೆಹಾಕಲಾಗುತ್ತಿದೆ. ಈ ಪ್ರಕರಣ ರಾಜ್ಯ ರಾಜಕೀಯದಲ್ಲಿ ಸಂಚಲನ ಮೂಡಿಸಿದೆ. ಮುನಿರತ್ನ ವಿರುದ್ಧ ಈಗಾಗಲೇ ಹಲವು ಪ್ರಕರಣಗಳು ದಾಖಲಾಗಿವೆ. ಕಾನೂನು ಪ್ರಕಾರ ಕ್ರಮ ಕೈಗೊಳ್ಳಲಾಗುವುದು ಎಂದು ಗೃಹ ಸಚಿವರು ಹೇಳಿದ್ದಾರೆ. ಸಂತ್ರಸ್ತೆಗೆ ರಕ್ಷಣೆ ನೀಡಲಾಗಿದೆ. bbox=[202, 413, 386, 506]
masthead bbox=[0, 0, 945, 60]
headline-ayudha: ಆಯುಧ ಪೂಜೆಗೂ ದುಡ್ಡಿಲ್ಲದೆ ದಿವಾಳಿ ಆಯ್ತಾ ಕೆಎಸ್‌ಆರ್‌ಟಿಸಿ bbox=[20, 68, 178, 100]
headline-jati: ಜಾತಿಗಣತಿ ಅಸ್ತ್ರಕ್ಕೆ ಬಿಜೆಪಿಯಿಂದ ಒಳ ಮೀಸಲಾತಿ ಬ್ರಹ್ಮಾಸ್ತ್ರ bbox=[613, 68, 870, 84]
headline-athiyada: ನಮ್ಮ ಅತಿಯಾದ ಆತ್ಮವಿಶ್ವಾಸ ಬಿಟ್ಟು ಕೆಲಸದ ಮೇಲೆ ವಿಶ್ವಾಸ ಇಡಬೇಕು bbox=[19, 488, 179, 516]
